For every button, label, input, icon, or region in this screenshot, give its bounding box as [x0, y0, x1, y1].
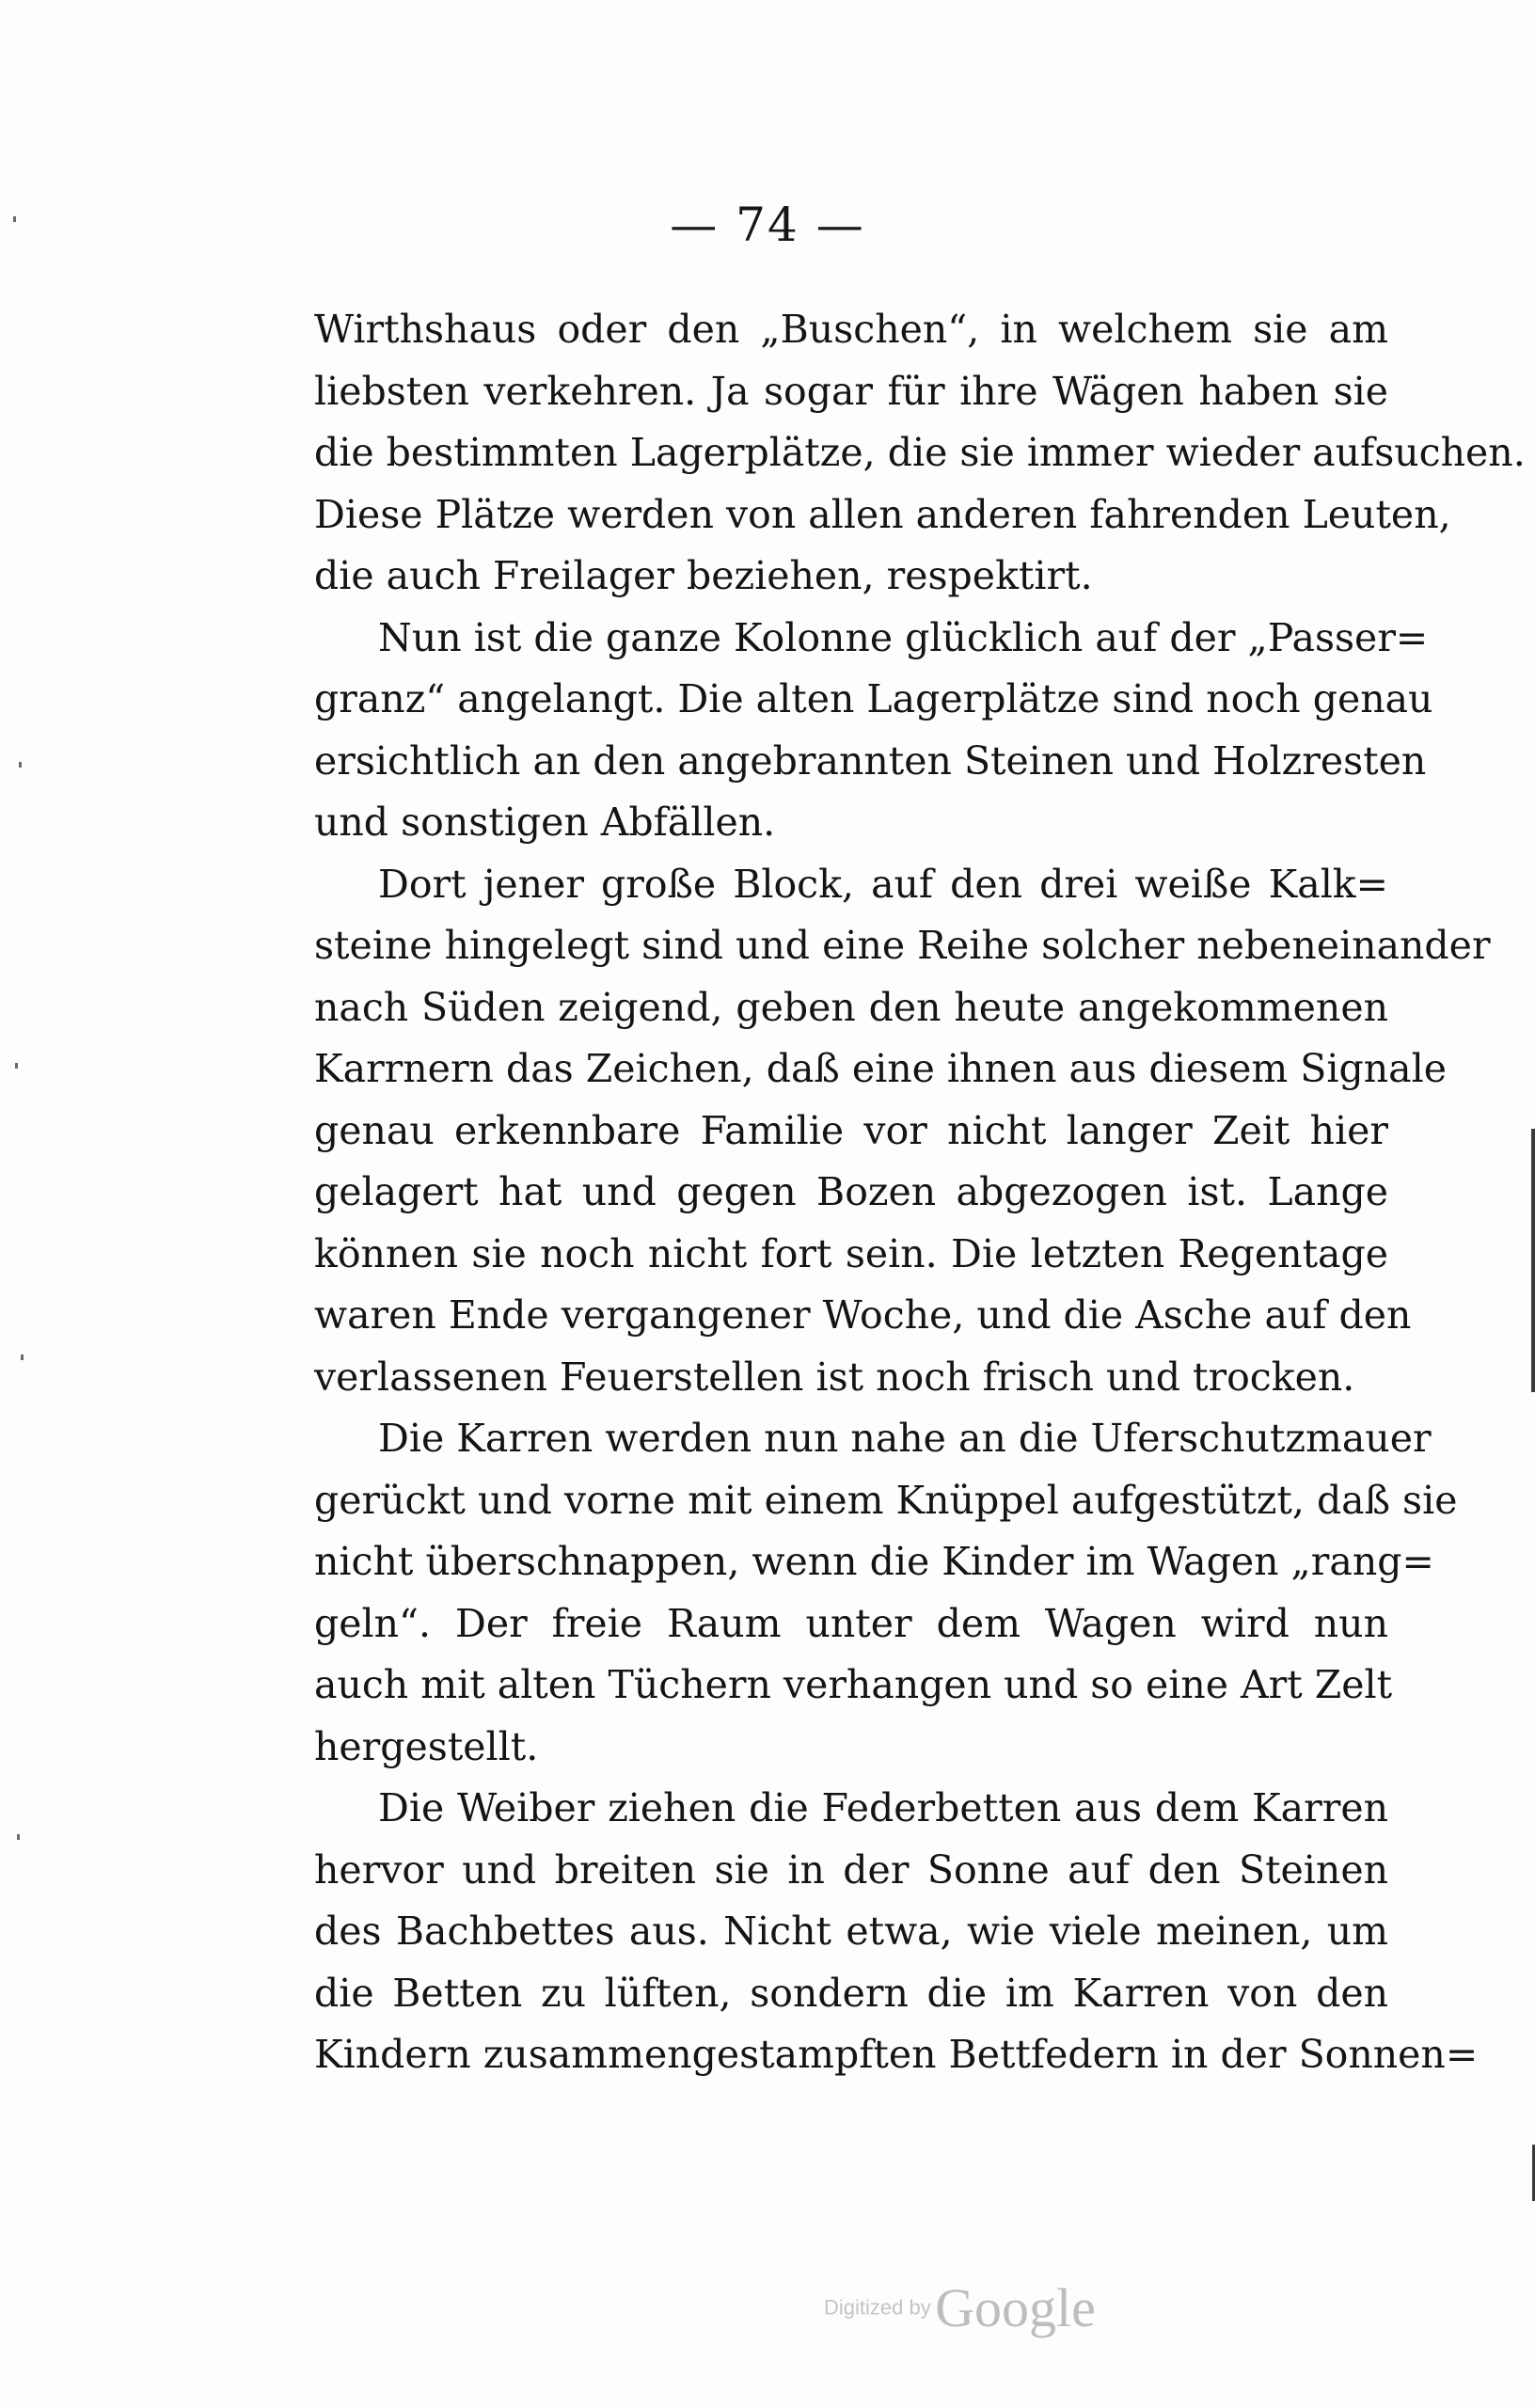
text-line: des Bachbettes aus. Nicht etwa, wie viele meinen, um	[314, 1909, 1388, 1954]
digitized-watermark	[824, 2276, 1096, 2339]
text-line: gelagert hat und gegen Bozen abgezogen ist. Lange	[314, 1169, 1388, 1214]
text-line: hergestellt.	[314, 1723, 539, 1769]
text-line: verlassenen Feuerstellen ist noch frisch und trocken.	[314, 1354, 1355, 1400]
text-line: genau erkennbare Familie vor nicht langer Zeit hier	[314, 1107, 1388, 1153]
scan-speck	[19, 762, 22, 768]
text-line: Kindern zusammengestampften Bettfedern in der Sonnen=	[314, 2032, 1479, 2077]
scan-edge-mark	[1531, 1129, 1535, 1392]
text-line: waren Ende vergangener Woche, und die Asche auf den	[314, 1292, 1412, 1338]
text-line: die Betten zu lüften, sondern die im Karren von den	[314, 1970, 1388, 2016]
watermark-prefix: Digitized by	[824, 2295, 931, 2320]
text-line: gerückt und vorne mit einem Knüppel aufgestützt, daß sie	[314, 1477, 1458, 1523]
text-line: ersichtlich an den angebrannten Steinen und Holzresten	[314, 737, 1427, 784]
text-line: liebsten verkehren. Ja sogar für ihre Wägen haben sie	[314, 368, 1388, 414]
scan-speck	[15, 1063, 18, 1069]
text-line: die auch Freilager beziehen, respektirt.	[314, 553, 1093, 598]
text-line: nach Süden zeigend, geben den heute angekommenen	[314, 984, 1388, 1030]
scan-speck	[13, 216, 16, 222]
text-line: Nun ist die ganze Kolonne glücklich auf der „Passer=	[378, 614, 1429, 660]
text-line: Dort jener große Block, auf den drei weiße Kalk=	[378, 861, 1388, 907]
text-line: steine hingelegt sind und eine Reihe solcher nebeneinander	[314, 923, 1491, 968]
text-line: Diese Plätze werden von allen anderen fahrenden Leuten,	[314, 491, 1451, 537]
body-text	[314, 299, 1526, 2086]
text-line: Die Weiber ziehen die Federbetten aus dem Karren	[378, 1785, 1388, 1830]
text-line: Karrnern das Zeichen, daß eine ihnen aus diesem Signale	[314, 1046, 1447, 1091]
text-line: hervor und breiten sie in der Sonne auf den Steinen	[314, 1846, 1388, 1893]
text-line: können sie noch nicht fort sein. Die letzten Regentage	[314, 1230, 1388, 1276]
text-line: nicht überschnappen, wenn die Kinder im Wagen „rang=	[314, 1539, 1434, 1584]
text-line: die bestimmten Lagerplätze, die sie immer wieder aufsuchen.	[314, 430, 1526, 475]
scan-speck	[21, 1354, 24, 1360]
text-line: Wirthshaus oder den „Buschen“, in welchem sie am	[314, 307, 1388, 352]
watermark-brand: Google	[935, 2277, 1096, 2338]
text-line: geln“. Der freie Raum unter dem Wagen wird nun	[314, 1600, 1388, 1646]
text-line: auch mit alten Tüchern verhangen und so eine Art Zelt	[314, 1662, 1393, 1707]
text-line: Die Karren werden nun nahe an die Uferschutzmauer	[378, 1416, 1432, 1461]
page-number: — 74 —	[670, 198, 865, 252]
text-line: und sonstigen Abfällen.	[314, 800, 776, 845]
scan-speck	[17, 1834, 20, 1840]
text-line: granz“ angelangt. Die alten Lagerplätze sind noch genau	[314, 676, 1433, 721]
